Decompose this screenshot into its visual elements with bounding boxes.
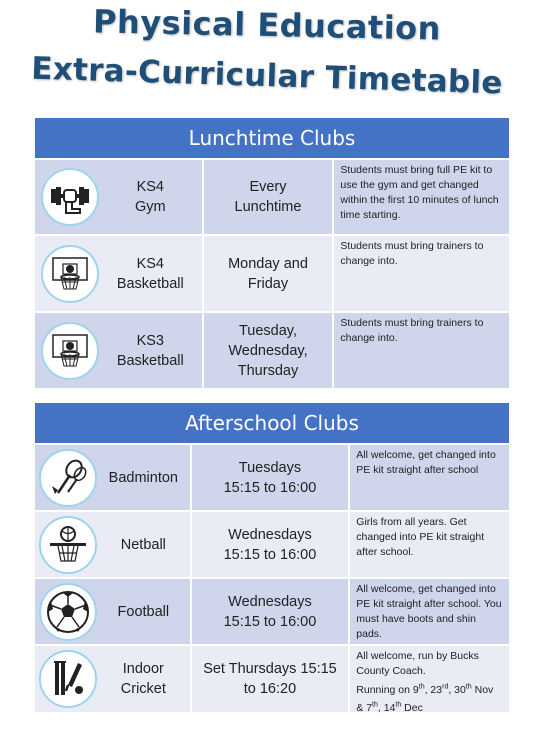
table-row [35,158,509,234]
club-name: Football [117,603,170,620]
cricket-icon [39,650,97,708]
club-time: Wednesdays 15:15 to 16:00 [192,579,351,644]
table-row [35,443,509,510]
football-icon [39,583,97,641]
club-time: Set Thursdays 15:15 to 16:20 [192,646,351,712]
club-time: Monday and Friday [204,236,335,311]
club-name: Indoor Cricket [120,661,166,697]
afterschool-clubs-table [35,403,509,712]
club-name: Badminton [108,469,178,486]
club-time: Tuesday, Wednesday, Thursday [204,313,335,388]
club-name: KS4 Basketball [116,255,184,292]
club-notes: Students must bring trainers to change into. [340,317,484,344]
basketball-hoop-icon [41,322,99,380]
club-notes-dates: Running on 9th, 23rd, 30th Nov & 7th, 14th Dec [356,683,494,714]
club-notes: Students must bring full PE kit to use the gym and get changed within the first 10 minutes of lunch time starting. [340,164,499,221]
netball-icon [39,516,97,574]
basketball-hoop-icon [41,245,99,303]
club-notes-intro: All welcome, run by Bucks County Coach. [356,650,479,677]
club-name: Netball [120,536,166,553]
lunchtime-header: Lunchtime Clubs [35,118,509,158]
club-notes: All welcome, get changed into PE kit straight after school [356,449,496,476]
table-row [35,234,509,311]
table-row [35,644,509,712]
club-notes: Girls from all years. Get changed into PE kit straight after school. [356,516,485,558]
gym-weights-icon [41,168,99,226]
club-time: Every Lunchtime [204,160,335,234]
page-title-line2: Extra-Curricular Timetable [30,50,504,102]
club-name: KS4 Gym [134,179,166,215]
club-notes: All welcome, get changed into PE kit straight after school. You must have boots and shin pads. [356,583,502,640]
lunchtime-clubs-table [35,118,509,388]
afterschool-header: Afterschool Clubs [35,403,509,443]
table-row [35,311,509,388]
table-row [35,510,509,577]
page-title-line1: Physical Education [92,2,442,48]
badminton-icon [39,449,97,507]
table-row [35,577,509,644]
club-notes [350,646,509,712]
club-time: Wednesdays 15:15 to 16:00 [192,512,351,577]
club-name: KS3 Basketball [116,332,184,369]
club-notes: Students must bring trainers to change into. [340,240,484,267]
club-time: Tuesdays 15:15 to 16:00 [192,445,351,510]
